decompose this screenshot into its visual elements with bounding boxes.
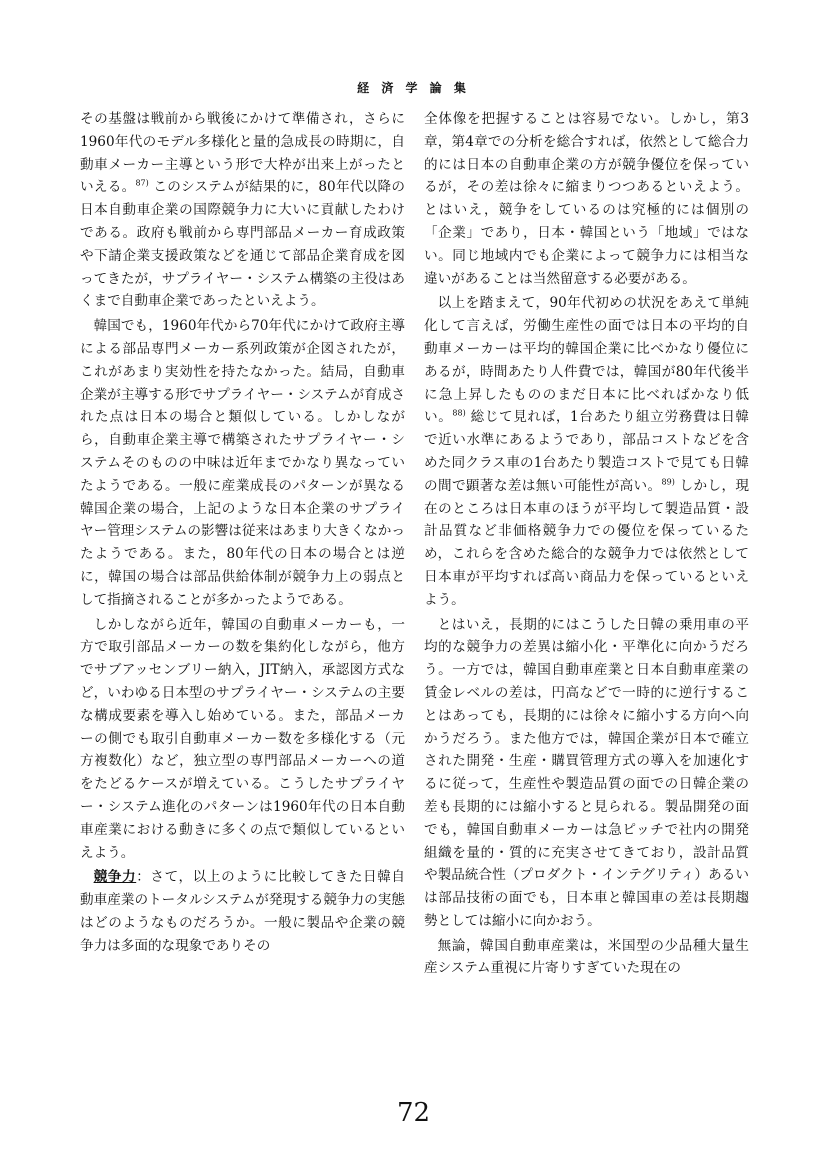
paragraph-text: このシステムが結果的に，80年代以降の日本自動車企業の国際競争力に大いに貢献したわけである。政府も戦前から専門部品メーカー育成政策や下請企業支援政策などを通じて部品企業育成を図ってきたが，サプライヤー・システム構築の主役はあくまで自動車企業であったといえよう。 [80,179,406,310]
paragraph [424,935,749,981]
paragraph [80,315,405,611]
paragraph-text: 無論，韓国自動車産業は，米国型の少品種大量生産システム重視に片寄りすぎていた現在の [424,937,749,977]
paragraph-text: しかし，現在のところは日本車のほうが平均して製造品質・設計品質など非価格競争力での優位を保っているため，これらを含めた総合的な競争力では依然として日本車が平均すれば高い商品力を保っているといえよう。 [424,477,750,608]
paragraph [80,614,405,865]
footnote-marker: 88) [452,408,466,418]
paragraph-text: 以上を踏まえて，90年代初めの状況をあえて単純化して言えば，労働生産性の面では日本の平均的自動車メーカーは平均的韓国企業に比べかなり優位にあるが，時間あたり人件費では，韓国が80年代後半に急上昇したもののまだ日本に比べればかなり低い。 [424,295,749,426]
paragraph [424,614,749,933]
paragraph [80,866,405,957]
paragraph-text: 韓国でも，1960年代から70年代にかけて政府主導による部品専門メーカー系列政策が企図されたが，これがあまり実効性を持たなかった。結局，自動車企業が主導する形でサプライヤー・システムが育成された点は日本の場合と類似している。しかしながら，自動車企業主導で構築されたサプライヤー・システムそのものの中味は近年までかなり異なっていたようである。一般に産業成長のパターンが異なる韓国企業の場合，上記のような日本企業のサプライヤー管理システムの影響は従来はあまり大きくなかったようである。また，80年代の日本の場合とは逆に，韓国の場合は部品供給体制が競争力上の弱点として指摘されることが多かったようである。 [80,318,405,608]
left-column [80,108,405,959]
footnote-marker: 89) [661,477,675,487]
right-column [424,108,749,982]
footnote-marker: 87) [135,178,149,188]
page-number: 72 [396,1098,431,1128]
paragraph [424,292,749,611]
inline-heading: 競争力 [93,869,137,886]
running-head: 経 済 学 論 集 [357,81,470,95]
paragraph-text: ：さて，以上のように比較してきた日韓自動車産業のトータルシステムが発現する競争力の実態はどのようなものだろうか。一般に製品や企業の競争力は多面的な現象でありその [80,869,406,954]
paragraph-text: しかしながら近年，韓国の自動車メーカーも，一方で取引部品メーカーの数を集約化しながら，他方でサブアッセンブリー納入，JIT納入，承認図方式など，いわゆる日本型のサプライヤー・システムの主要な構成要素を導入し始めている。また，部品メーカーの側でも取引自動車メーカー数を多様化する（元方複数化）など，独立型の専門部品メーカーへの道をたどるケースが増えている。こうしたサプライヤー・システム進化のパターンは1960年代の日本自動車産業における動きに多くの点で類似しているといえよう。 [80,616,405,861]
paragraph-text: とはいえ，長期的にはこうした日韓の乗用車の平均的な競争力の差異は縮小化・平準化に向かうだろう。一方では，韓国自動車産業と日本自動車産業の賃金レベルの差は，円高などで一時的に逆行することはあっても，長期的には徐々に縮小する方向へ向かうだろう。また他方では，韓国企業が日本で確立された開発・生産・購買管理方式の導入を加速化するに従って，生産性や製造品質の面での日韓企業の差も長期的には縮小すると見られる。製品開発の面でも，韓国自動車メーカーは急ピッチで社内の開発組織を量的・質的に充実させてきており，設計品質や製品統合性（プロダクト・インテグリティ）あるいは部品技術の面でも，日本車と韓国車の差は長期趨勢としては縮小に向かおう。 [424,616,749,929]
paragraph-text: 総じて見れば，1台あたり組立労務費は日韓で近い水準にあるようであり，部品コストなどを含めた同クラス車の1台あたり製造コストで見ても日韓の間で顕著な差は無い可能性が高い。 [424,409,750,494]
paragraph [80,108,405,313]
paragraph-text: 全体像を把握することは容易でない。しかし，第3章，第4章での分析を総合すれば，依然として総合力的には日本の自動車企業の方が競争優位を保っているが，その差は徐々に縮まりつつあるといえよう。とはいえ，競争をしているのは究極的には個別の「企業」であり，日本・韓国という「地域」ではない。同じ地域内でも企業によって競争力には相当な違いがあることは当然留意する必要がある。 [424,111,749,287]
paragraph [424,108,749,290]
paragraph-text: その基盤は戦前から戦後にかけて準備され，さらに1960年代のモデル多様化と量的急成長の時期に，自動車メーカー主導という形で大枠が出来上がったといえる。 [80,111,405,196]
